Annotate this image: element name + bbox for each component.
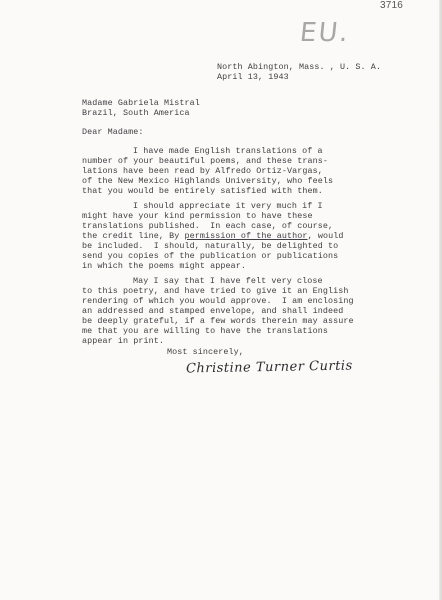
salutation: Dear Madame: [82, 127, 144, 137]
paragraph-1-line: number of your beautiful poems, and these trans- [82, 156, 329, 166]
paragraph-1-line: lations have been read by Alfredo Ortiz-Vargas, [82, 166, 323, 176]
paragraph-2-line [82, 231, 343, 241]
paragraph-2-line: in which the poems might appear. [82, 261, 247, 271]
paragraph-3-line: appear in print. [82, 336, 165, 346]
paragraph-1-line: that you would be entirely satisfied with them. [82, 186, 323, 196]
paragraph-2-line: be included. I should, naturally, be delighted to [82, 241, 339, 251]
closing: Most sincerely, [167, 347, 244, 357]
paragraph-3-line: rendering of which you would approve. I am enclosing [82, 296, 354, 306]
paragraph-2-line: I should appreciate it very much if I [133, 201, 323, 211]
paragraph-2-line: might have your kind permission to have these [82, 211, 313, 221]
paragraph-3-line: be deeply grateful, if a few words therein may assure [82, 316, 354, 326]
archive-mark: EU. [298, 18, 352, 48]
letter-location: North Abington, Mass. , U. S. A. [217, 62, 382, 72]
paragraph-3-line: an addressed and stamped envelope, and shall indeed [82, 306, 344, 316]
paragraph-3-line: May I say that I have felt very close [133, 276, 323, 286]
paragraph-1-line: of the New Mexico Highlands University, who feels [82, 176, 334, 186]
paragraph-2-line: translations published. In each case, of course, [82, 221, 334, 231]
paragraph-1-line: I have made English translations of a [133, 146, 323, 156]
letter-date: April 13, 1943 [217, 72, 289, 82]
credit-line-text: the credit line, By [82, 231, 185, 241]
credit-line-text-end: , would [307, 231, 344, 241]
paragraph-3-line: me that you are willing to have the translations [82, 326, 329, 336]
paragraph-2-line: send you copies of the publication or publications [82, 251, 339, 261]
archive-number: 3716 [380, 0, 404, 11]
signature: Christine Turner Curtis [185, 358, 353, 377]
paragraph-3-line: to this poetry, and have tried to give it an English [82, 286, 349, 296]
credit-line-underlined: permission of the author [184, 231, 308, 241]
recipient-address: Brazil, South America [82, 108, 190, 118]
recipient-name: Madame Gabriela Mistral [82, 98, 200, 108]
